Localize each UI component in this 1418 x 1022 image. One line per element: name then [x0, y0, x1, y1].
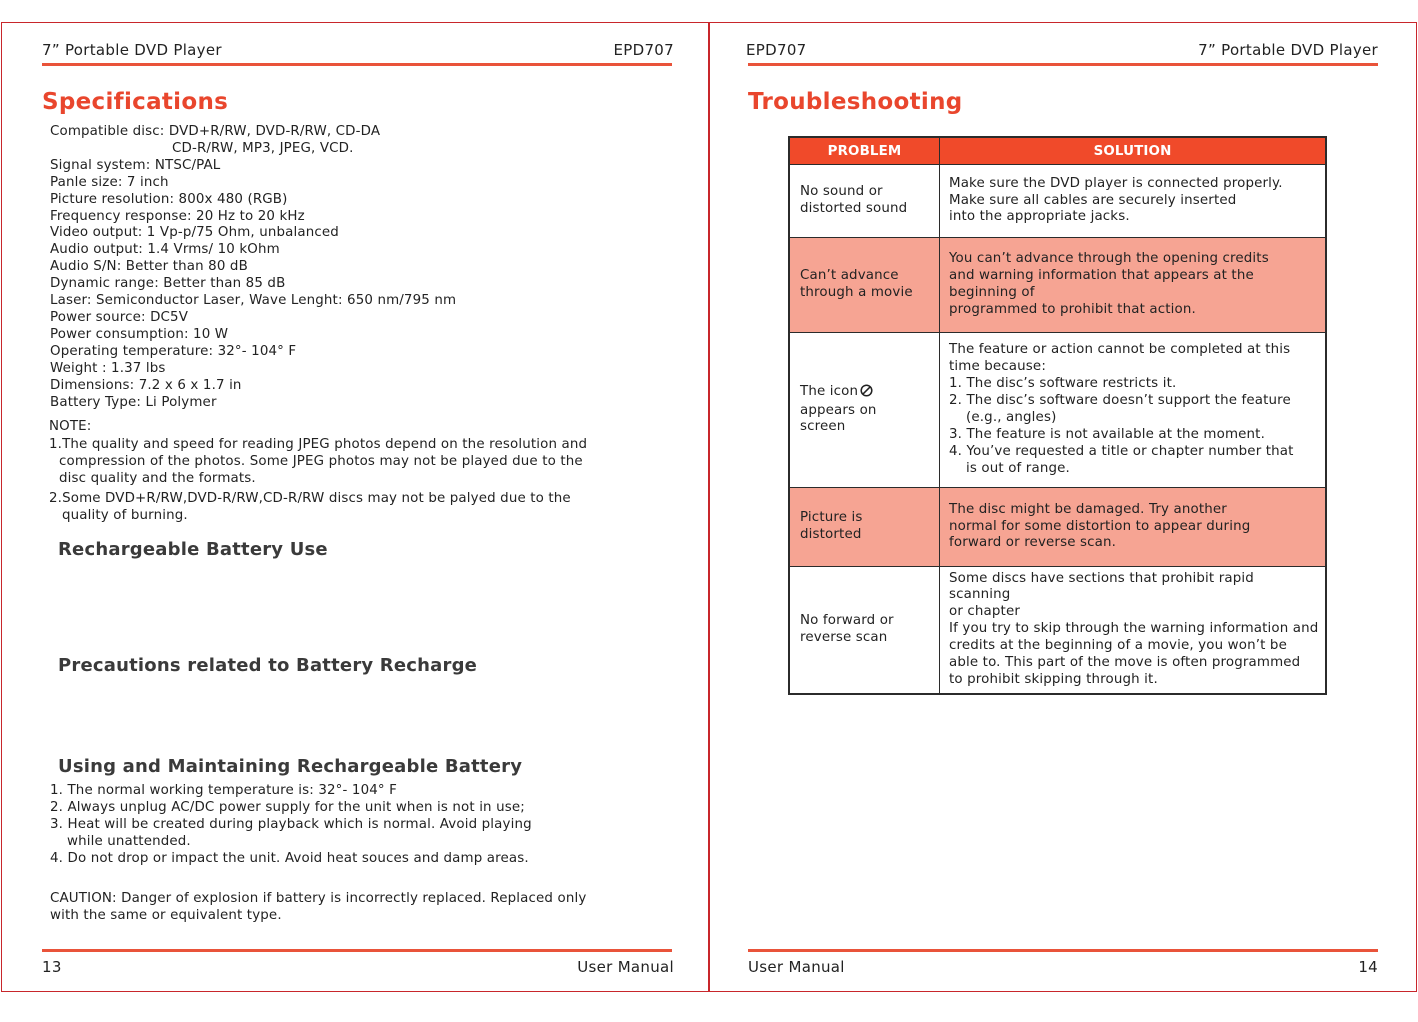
problem-text: through a movie [800, 285, 913, 300]
table-row [789, 567, 1326, 694]
spec-line: Weight : 1.37 lbs [50, 360, 166, 376]
problem-text-line [800, 384, 931, 403]
subheading-using-maintaining: Using and Maintaining Rechargeable Battery [58, 756, 523, 777]
caution-line: with the same or equivalent type. [50, 907, 282, 923]
problem-text: screen [800, 419, 846, 435]
problem-text: distorted sound [800, 201, 908, 216]
list-item: while unattended. [67, 833, 191, 849]
spec-line: Power consumption: 10 W [50, 326, 229, 342]
footer-rule [748, 949, 1378, 952]
note-item [49, 437, 629, 488]
problem-cell [789, 165, 940, 238]
problem-text: No forward or [800, 612, 894, 628]
header-model: EPD707 [746, 41, 807, 59]
subheading-precautions: Precautions related to Battery Recharge [58, 655, 478, 676]
note-label: NOTE: [49, 419, 92, 434]
header-rule [42, 63, 672, 66]
note-text: quality of burning. [62, 507, 188, 523]
using-list [50, 783, 532, 868]
solution-text: If you try to skip through the warning information and [949, 621, 1319, 637]
solution-text: is out of range. [966, 460, 1070, 476]
solution-text: to prohibit skipping through it. [949, 672, 1158, 688]
solution-text: programmed to prohibit that action. [949, 301, 1196, 317]
problem-text: The icon [800, 383, 859, 399]
caution-text [50, 891, 630, 925]
solution-cell [940, 333, 1327, 488]
spec-line: Audio S/N: Better than 80 dB [50, 259, 248, 275]
problem-cell [789, 333, 940, 488]
table-header-row [789, 137, 1326, 165]
list-item: 2. Always unplug AC/DC power supply for the unit when is not in use; [50, 799, 525, 815]
footer-page-number: 13 [42, 958, 62, 976]
table-row [789, 165, 1326, 238]
footer-label: User Manual [577, 958, 674, 976]
solution-text: You can’t advance through the opening credits [949, 251, 1269, 267]
header-product-title: 7” Portable DVD Player [42, 41, 222, 59]
solution-text: Make sure the DVD player is connected properly. [949, 175, 1283, 191]
column-header-problem: PROBLEM [789, 137, 940, 165]
problem-text: Can’t advance [800, 268, 899, 284]
footer-page-number: 14 [1358, 958, 1378, 976]
problem-cell [789, 567, 940, 694]
solution-cell [940, 165, 1327, 238]
spec-line: Battery Type: Li Polymer [50, 394, 217, 410]
footer-label: User Manual [748, 958, 845, 976]
note-item [49, 491, 629, 525]
solution-text: credits at the beginning of a movie, you won’t be [949, 638, 1287, 654]
header-model: EPD707 [613, 41, 674, 59]
solution-text: Some discs have sections that prohibit rapid scanning [949, 570, 1254, 603]
header-rule [748, 63, 1378, 66]
spec-line: Frequency response: 20 Hz to 20 kHz [50, 208, 305, 224]
spec-line: Laser: Semiconductor Laser, Wave Lenght: 650 nm/795 nm [50, 293, 457, 309]
spec-line: Dynamic range: Better than 85 dB [50, 276, 286, 292]
footer-rule [42, 949, 672, 952]
list-item: 4. Do not drop or impact the unit. Avoid heat souces and damp areas. [50, 850, 529, 866]
solution-text: forward or reverse scan. [949, 535, 1117, 551]
note-text: compression of the photos. Some JPEG photos may not be played due to the [59, 453, 583, 469]
solution-text: beginning of [949, 285, 1035, 300]
note-text: 2.Some DVD+R/RW,DVD-R/RW,CD-R/RW discs may not be palyed due to the [49, 490, 571, 506]
spec-line: Operating temperature: 32°- 104° F [50, 343, 297, 359]
solution-text: 3. The feature is not available at the moment. [949, 426, 1265, 442]
section-title-troubleshooting: Troubleshooting [748, 89, 963, 115]
solution-cell [940, 488, 1327, 567]
problem-text: Picture is [800, 510, 863, 526]
table-row [789, 238, 1326, 333]
solution-text: able to. This part of the move is often programmed [949, 655, 1301, 671]
spec-line: Panle size: 7 inch [50, 174, 169, 190]
spec-list [50, 124, 456, 411]
solution-text: 4. You’ve requested a title or chapter number that [949, 443, 1294, 459]
solution-text: or chapter [949, 604, 1021, 620]
list-item: 3. Heat will be created during playback which is normal. Avoid playing [50, 816, 532, 832]
problem-text: appears on [800, 402, 877, 418]
page-13 [1, 22, 709, 992]
column-header-solution: SOLUTION [940, 137, 1327, 165]
troubleshooting-table [788, 136, 1327, 695]
problem-text: distorted [800, 527, 862, 542]
solution-cell [940, 238, 1327, 333]
solution-text: The disc might be damaged. Try another [949, 501, 1227, 517]
spec-line: Signal system: NTSC/PAL [50, 157, 221, 173]
prohibited-icon [860, 384, 873, 403]
page-14 [709, 22, 1417, 992]
solution-text: into the appropriate jacks. [949, 209, 1130, 225]
caution-line: CAUTION: Danger of explosion if battery is incorrectly replaced. Replaced only [50, 891, 587, 906]
list-item: 1. The normal working temperature is: 32°- 104° F [50, 783, 398, 798]
solution-text: Make sure all cables are securely inserted [949, 192, 1237, 208]
solution-cell [940, 567, 1327, 694]
solution-text: and warning information that appears at the [949, 268, 1254, 284]
spec-line: Compatible disc: DVD+R/RW, DVD-R/RW, CD-DA [50, 124, 381, 139]
solution-text: The feature or action cannot be completed at this [949, 342, 1291, 358]
solution-text: 1. The disc’s software restricts it. [949, 376, 1177, 392]
table-row [789, 488, 1326, 567]
solution-text: (e.g., angles) [966, 410, 1057, 425]
section-title-specifications: Specifications [42, 89, 229, 115]
spec-line: CD-R/RW, MP3, JPEG, VCD. [172, 140, 354, 156]
table-row [789, 333, 1326, 488]
solution-text: 2. The disc’s software doesn’t support the feature [949, 393, 1291, 409]
spec-line: Audio output: 1.4 Vrms/ 10 kOhm [50, 242, 280, 258]
note-block [49, 419, 629, 524]
header-product-title: 7” Portable DVD Player [1198, 41, 1378, 59]
spec-line: Video output: 1 Vp-p/75 Ohm, unbalanced [50, 225, 339, 241]
problem-text: No sound or [800, 184, 883, 200]
spec-line: Picture resolution: 800x 480 (RGB) [50, 191, 288, 207]
subheading-rechargeable-battery-use: Rechargeable Battery Use [58, 539, 328, 560]
note-text: 1.The quality and speed for reading JPEG photos depend on the resolution and [49, 436, 588, 452]
problem-text: reverse scan [800, 629, 888, 645]
solution-text: normal for some distortion to appear during [949, 518, 1251, 534]
solution-text: time because: [949, 359, 1046, 375]
note-text: disc quality and the formats. [59, 470, 256, 486]
problem-cell [789, 488, 940, 567]
spec-line: Power source: DC5V [50, 309, 189, 325]
problem-cell [789, 238, 940, 333]
spec-line: Dimensions: 7.2 x 6 x 1.7 in [50, 377, 242, 393]
